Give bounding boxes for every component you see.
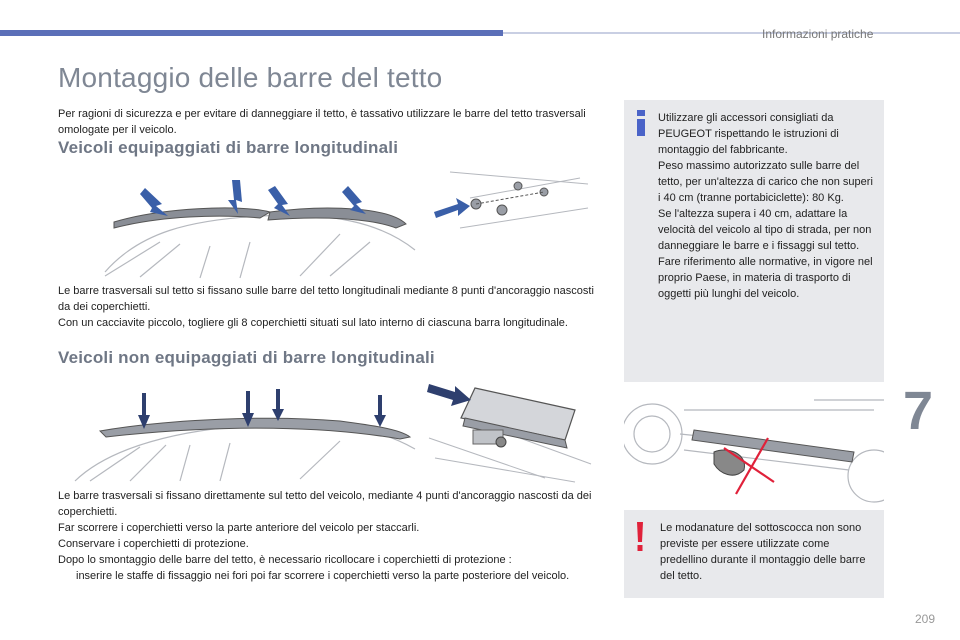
info-line: Peso massimo autorizzato sulle barre del tetto, per un'altezza di carico che non superi i 40 cm (tranne portabiciclette): 80 Kg. <box>658 160 873 204</box>
info-icon <box>632 110 650 136</box>
section1-text <box>58 283 608 331</box>
warning-box <box>624 510 884 598</box>
paragraph: Dopo lo smontaggio delle barre del tetto, è necessario ricollocare i coperchietti di protezione : <box>58 554 512 566</box>
paragraph: Le barre trasversali sul tetto si fissano sulle barre del tetto longitudinali mediante 8 punti d'ancoraggio nascosti da dei coperchietti. <box>58 285 594 313</box>
info-line: Utilizzare gli accessori consigliati da PEUGEOT rispettando le istruzioni di montaggio del fabbricante. <box>658 112 839 156</box>
anchor-points-illustration <box>430 168 590 248</box>
info-line: Fare riferimento alle normative, in vigore nel proprio Paese, in materia di trasporto di oggetti più lunghi del veicolo. <box>658 256 873 300</box>
info-box <box>624 100 884 382</box>
chapter-number: 7 <box>903 381 934 441</box>
page-title: Montaggio delle barre del tetto <box>58 62 443 93</box>
bullet-symbol <box>58 568 76 584</box>
header-rule <box>503 32 960 34</box>
section2-text <box>58 488 608 584</box>
heading-non-longitudinal: Veicoli non equipaggiati di barre longitudinali <box>58 348 435 367</box>
roof-fixed-points-illustration <box>70 385 420 483</box>
section-title: Informazioni pratiche <box>762 27 874 41</box>
arrow-icon <box>427 384 471 406</box>
info-line: Se l'altezza supera i 40 cm, adattare la velocità del veicolo al tipo di strada, per non danneggiare le barre e i fissaggi sul tetto. <box>658 208 872 252</box>
cover-detail-illustration <box>425 378 595 484</box>
page-number: 209 <box>915 612 936 626</box>
arrow-icon <box>434 198 470 218</box>
paragraph: Conservare i coperchietti di protezione. <box>58 538 249 550</box>
paragraph: Far scorrere i coperchietti verso la parte anteriore del veicolo per staccarli. <box>58 522 420 534</box>
warning-text: Le modanature del sottoscocca non sono previste per essere utilizzate come predellino durante il montaggio delle barre del tetto. <box>660 522 866 582</box>
header-bar <box>0 30 503 36</box>
intro-text: Per ragioni di sicurezza e per evitare di danneggiare il tetto, è tassativo utilizzare le barre del tetto trasversali omologate per il veicolo. <box>58 108 586 136</box>
warning-icon <box>634 522 646 552</box>
bullet-item <box>58 568 608 584</box>
paragraph: Le barre trasversali si fissano direttamente sul tetto del veicolo, mediante 4 punti d'ancoraggio nascosti da dei coperchietti. <box>58 490 592 518</box>
bullet-text: inserire le staffe di fissaggio nei fori poi far scorrere i coperchietti verso la parte posteriore del veicolo. <box>76 570 570 582</box>
sill-warning-illustration <box>624 390 884 504</box>
paragraph: Con un cacciavite piccolo, togliere gli 8 coperchietti situati sul lato interno di ciascuna barra longitudinale. <box>58 317 568 329</box>
heading-longitudinal: Veicoli equipaggiati di barre longitudinali <box>58 138 399 157</box>
roof-longitudinal-illustration <box>100 172 420 280</box>
info-text <box>658 110 878 302</box>
